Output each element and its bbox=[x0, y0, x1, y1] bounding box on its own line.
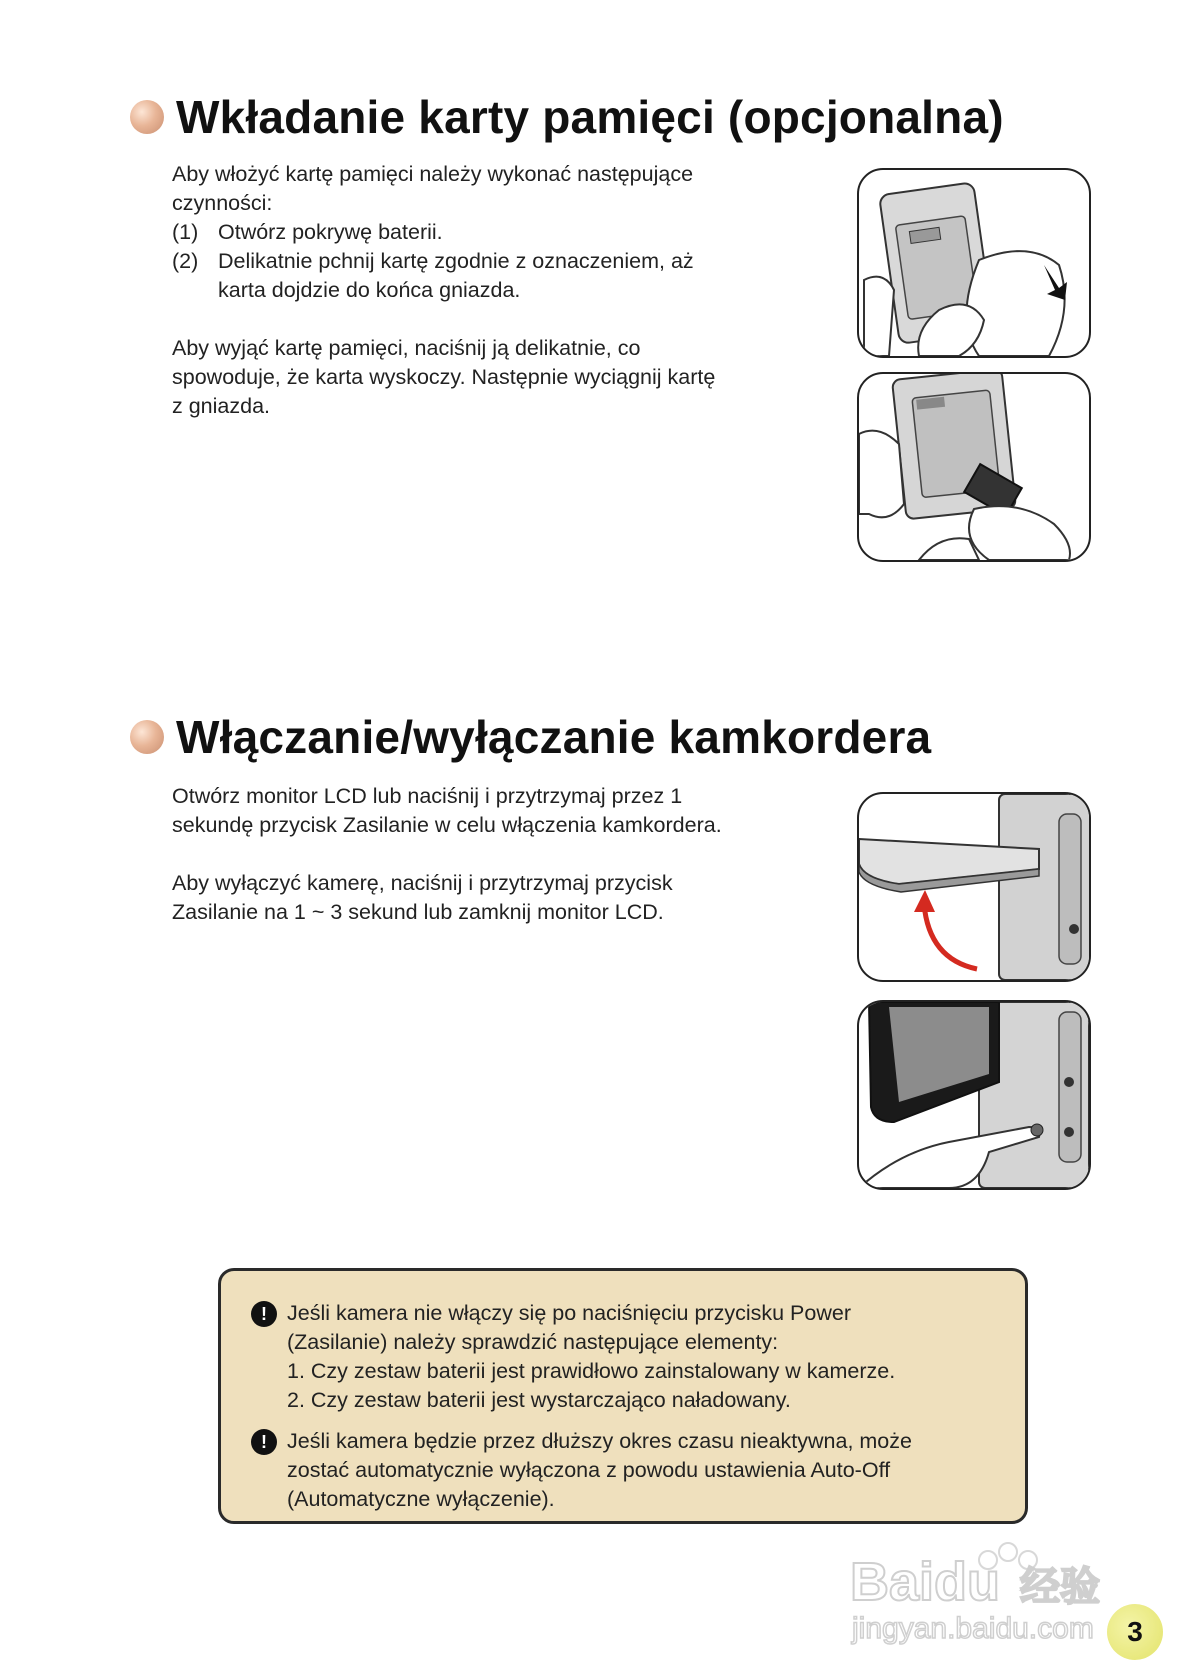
note-line: (Zasilanie) należy sprawdzić następujące elementy: bbox=[287, 1330, 779, 1354]
remove-line: z gniazda. bbox=[172, 394, 271, 418]
illustration-remove-card bbox=[857, 372, 1091, 562]
exclamation-icon: ! bbox=[251, 1429, 277, 1455]
watermark-brand: Baidu bbox=[850, 1552, 1001, 1612]
lcd-open-illustration bbox=[859, 794, 1089, 980]
section-heading-power bbox=[130, 710, 931, 764]
heading-bullet-icon bbox=[130, 100, 164, 134]
heading-bullet-icon bbox=[130, 720, 164, 754]
note-line: 2. Czy zestaw baterii jest wystarczająco naładowany. bbox=[287, 1388, 791, 1412]
baidu-watermark bbox=[850, 1530, 1130, 1650]
step-text: karta dojdzie do końca gniazda. bbox=[218, 278, 521, 302]
power-button-illustration bbox=[859, 1002, 1089, 1188]
curved-arrow-icon bbox=[924, 904, 977, 969]
illustration-insert-card bbox=[857, 168, 1091, 358]
camera-hand-illustration bbox=[859, 170, 1089, 356]
illustration-open-lcd bbox=[857, 792, 1091, 982]
power-on-line: Otwórz monitor LCD lub naciśnij i przytrzymaj przez 1 bbox=[172, 784, 683, 808]
note-item bbox=[251, 1427, 993, 1514]
remove-line: Aby wyjąć kartę pamięci, naciśnij ją delikatnie, co bbox=[172, 336, 641, 360]
list-item bbox=[172, 218, 812, 247]
card-removal-illustration bbox=[859, 374, 1089, 560]
note-box bbox=[218, 1268, 1028, 1524]
remove-line: spowoduje, że karta wyskoczy. Następnie wyciągnij kartę bbox=[172, 365, 716, 389]
note-line: Jeśli kamera będzie przez dłuższy okres czasu nieaktywna, może bbox=[287, 1429, 912, 1453]
step-number: (2) bbox=[172, 249, 199, 273]
power-on-line: sekundę przycisk Zasilanie w celu włączenia kamkordera. bbox=[172, 813, 722, 837]
power-off-line: Aby wyłączyć kamerę, naciśnij i przytrzymaj przycisk bbox=[172, 871, 673, 895]
watermark-cn: 经验 bbox=[1020, 1564, 1100, 1610]
exclamation-icon: ! bbox=[251, 1301, 277, 1327]
note-line: zostać automatycznie wyłączona z powodu ustawienia Auto-Off bbox=[287, 1458, 891, 1482]
intro-line: Aby włożyć kartę pamięci należy wykonać następujące bbox=[172, 162, 694, 186]
list-item bbox=[172, 247, 812, 305]
power-off-line: Zasilanie na 1 ~ 3 sekund lub zamknij monitor LCD. bbox=[172, 900, 664, 924]
memory-card-instructions bbox=[172, 160, 812, 421]
step-text: Otwórz pokrywę baterii. bbox=[218, 220, 443, 244]
section-heading-memory-card bbox=[130, 90, 1004, 144]
section-title: Wkładanie karty pamięci (opcjonalna) bbox=[176, 91, 1004, 143]
page-number-badge: 3 bbox=[1107, 1604, 1163, 1660]
power-instructions bbox=[172, 782, 812, 927]
note-line: 1. Czy zestaw baterii jest prawidłowo zainstalowany w kamerze. bbox=[287, 1359, 896, 1383]
step-text: Delikatnie pchnij kartę zgodnie z oznaczeniem, aż bbox=[218, 249, 694, 273]
watermark-url: jingyan.baidu.com bbox=[852, 1612, 1094, 1645]
intro-line: czynności: bbox=[172, 191, 273, 215]
step-number: (1) bbox=[172, 220, 199, 244]
note-line: (Automatyczne wyłączenie). bbox=[287, 1487, 555, 1511]
section-title: Włączanie/wyłączanie kamkordera bbox=[176, 711, 932, 763]
note-line: Jeśli kamera nie włączy się po naciśnięciu przycisku Power bbox=[287, 1301, 851, 1325]
illustration-press-power bbox=[857, 1000, 1091, 1190]
note-item bbox=[251, 1299, 993, 1415]
